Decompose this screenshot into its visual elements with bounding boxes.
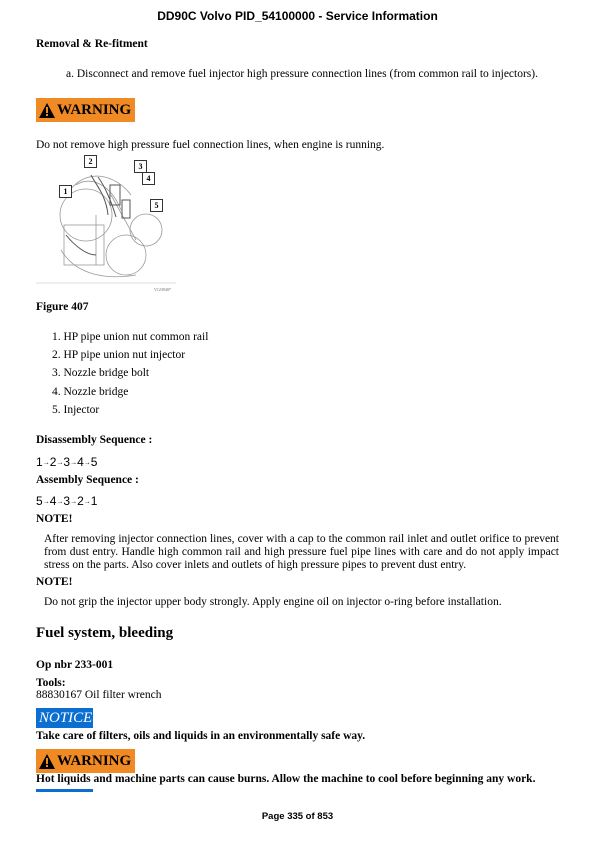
disassembly-sequence: 1→2→3→4→5 xyxy=(36,455,98,469)
note-text: After removing injector connection lines, cover with a cap to the common rail inlet and outlet orifice to prevent from dust entry. Handle high common rail and high pressure fuel pipe lines with care and do not apply impact stress on the parts. Also cover inlets and outlets of high pressure pipes to prevent dust entry. xyxy=(44,533,559,571)
section-heading-removal: Removal & Re-fitment xyxy=(36,38,148,50)
warning-label: WARNING xyxy=(57,752,132,769)
warning-banner xyxy=(36,749,135,773)
op-number: Op nbr 233-001 xyxy=(36,659,114,671)
legend-item: 5. Injector xyxy=(52,404,100,416)
warning-label: WARNING xyxy=(57,101,132,118)
legend-item: 2. HP pipe union nut injector xyxy=(52,349,186,361)
warning-text: Do not remove high pressure fuel connection lines, when engine is running. xyxy=(36,139,385,151)
callout-4: 4 xyxy=(142,172,155,185)
figure-image-code: V1239407 xyxy=(154,287,171,292)
notice-banner: NOTICE xyxy=(36,708,93,728)
section-heading-bleeding: Fuel system, bleeding xyxy=(36,625,174,641)
warning-text: Hot liquids and machine parts can cause burns. Allow the machine to cool before beginning any work. xyxy=(36,773,536,785)
legend-item: 1. HP pipe union nut common rail xyxy=(52,331,209,343)
callout-2: 2 xyxy=(84,155,97,168)
notice-text: Take care of filters, oils and liquids in an environmentally safe way. xyxy=(36,730,366,742)
blue-rule xyxy=(36,789,93,792)
assembly-sequence: 5→4→3→2→1 xyxy=(36,494,98,508)
legend-item: 4. Nozzle bridge xyxy=(52,386,129,398)
warning-triangle-icon xyxy=(39,102,55,118)
disassembly-heading: Disassembly Sequence : xyxy=(36,434,153,446)
callout-1: 1 xyxy=(59,185,72,198)
page-footer: Page 335 of 853 xyxy=(261,811,334,822)
assembly-heading: Assembly Sequence : xyxy=(36,474,139,486)
page-header: DD90C Volvo PID_54100000 - Service Information xyxy=(157,9,438,23)
warning-triangle-icon xyxy=(39,753,55,769)
legend-item: 3. Nozzle bridge bolt xyxy=(52,367,150,379)
note-label: NOTE! xyxy=(36,513,73,525)
warning-banner xyxy=(36,98,135,122)
tool-item: 88830167 Oil filter wrench xyxy=(36,689,162,701)
tools-label: Tools: xyxy=(36,677,66,689)
callout-3: 3 xyxy=(134,160,147,173)
note-label: NOTE! xyxy=(36,576,73,588)
note-text: Do not grip the injector upper body strongly. Apply engine oil on injector o-ring before installation. xyxy=(44,596,502,608)
figure-407-image xyxy=(36,155,176,295)
callout-5: 5 xyxy=(150,199,163,212)
figure-caption: Figure 407 xyxy=(36,301,89,313)
step-a: a. Disconnect and remove fuel injector high pressure connection lines (from common rail to injectors). xyxy=(66,68,538,80)
